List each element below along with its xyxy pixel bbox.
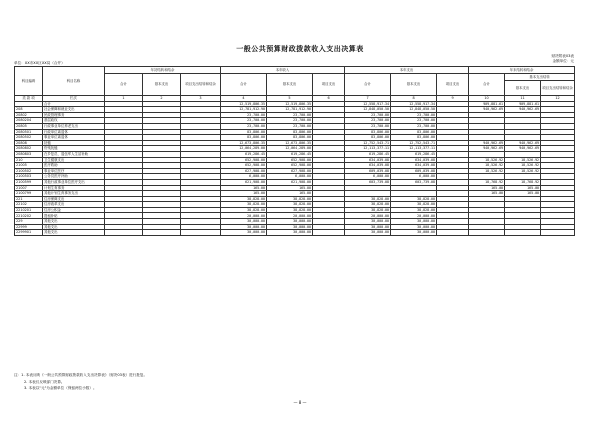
cell-amount: 6,000.00 bbox=[267, 174, 313, 180]
table-row bbox=[15, 230, 575, 236]
cell-amount bbox=[469, 230, 505, 236]
cell-name: 抚恤 bbox=[43, 140, 105, 146]
cell-amount: 165.00 bbox=[221, 185, 267, 191]
index-cell: 7 bbox=[345, 96, 391, 102]
header-income: 本年收入 bbox=[221, 67, 345, 74]
cell-amount: 38,828.00 bbox=[391, 207, 437, 213]
cell-amount: 38,828.00 bbox=[267, 202, 313, 208]
cell-amount bbox=[505, 230, 541, 236]
cell-amount: 18,526.92 bbox=[505, 157, 541, 163]
cell-amount bbox=[313, 230, 345, 236]
cell-amount: 23,700.00 bbox=[345, 112, 391, 118]
cell-amount: 38,828.00 bbox=[345, 202, 391, 208]
cell-amount bbox=[143, 230, 181, 236]
cell-amount: 621,908.00 bbox=[221, 179, 267, 185]
note-2: 2. 本表仅反映部门决算。 bbox=[24, 379, 65, 384]
index-cell: 4 bbox=[221, 96, 267, 102]
cell-amount: 18,526.92 bbox=[469, 168, 505, 174]
cell-amount: 165.00 bbox=[469, 191, 505, 197]
index-class-label: 类 款 项 bbox=[15, 96, 43, 102]
index-cell: 11 bbox=[505, 96, 541, 102]
header-opening-project: 项目支出结转和结余 bbox=[181, 74, 221, 96]
cell-amount: 30,000.00 bbox=[221, 219, 267, 225]
header-closing-basic-sub: 基本支出 bbox=[505, 81, 541, 96]
index-cell: 6 bbox=[313, 96, 345, 102]
cell-amount: 23,700.00 bbox=[221, 112, 267, 118]
notes bbox=[14, 372, 147, 392]
cell-amount: 12,064,289.00 bbox=[267, 146, 313, 152]
amount-unit: 金额单位：元 bbox=[552, 59, 574, 63]
header-closing: 年末结转和结余 bbox=[469, 67, 575, 74]
cell-amount: 603,739.08 bbox=[345, 179, 391, 185]
page-number: — 8 — bbox=[293, 400, 307, 405]
cell-amount: 6,000.00 bbox=[391, 174, 437, 180]
cell-name: 合计 bbox=[43, 101, 105, 107]
header-income-basic: 基本支出 bbox=[267, 74, 313, 96]
index-cell: 3 bbox=[181, 96, 221, 102]
cell-code: 210 bbox=[15, 157, 43, 163]
cell-amount: 652,908.00 bbox=[267, 157, 313, 163]
cell-code: 2100503 bbox=[15, 174, 43, 180]
cell-amount: 165.00 bbox=[505, 185, 541, 191]
index-cell: 8 bbox=[391, 96, 437, 102]
cell-name: 其他支出 bbox=[43, 224, 105, 230]
cell-amount: 12,558,917.34 bbox=[391, 101, 437, 107]
cell-code: 229 bbox=[15, 219, 43, 225]
cell-amount: 83,806.00 bbox=[267, 135, 313, 141]
cell-amount: 30,000.00 bbox=[267, 219, 313, 225]
cell-amount: 30,000.00 bbox=[221, 224, 267, 230]
cell-name: 公务员医疗补助 bbox=[43, 174, 105, 180]
cell-amount: 940,962.69 bbox=[505, 107, 541, 113]
cell-amount: 30,000.00 bbox=[391, 224, 437, 230]
cell-name: 行政单位离退休 bbox=[43, 129, 105, 135]
header-subject-code: 科目编码 bbox=[15, 67, 43, 96]
cell-name: 民政管理事务 bbox=[43, 112, 105, 118]
cell-amount: 12,673,806.35 bbox=[267, 140, 313, 146]
cell-amount: 619,286.45 bbox=[345, 151, 391, 157]
note-1: 注：1. 本表反映《一般公共预算财政拨款收入支出决算表》（财决03表）进行批复。 bbox=[14, 373, 148, 377]
cell-code: 22102 bbox=[15, 202, 43, 208]
cell-name: 住房改革支出 bbox=[43, 202, 105, 208]
cell-amount: 634,039.08 bbox=[345, 163, 391, 169]
cell-amount: 20,000.00 bbox=[267, 213, 313, 219]
cell-amount: 12,519,806.35 bbox=[267, 101, 313, 107]
note-3: 3. 本表以"元"为金额单位（保留两位小数）。 bbox=[24, 386, 97, 390]
header-income-project: 项目支出 bbox=[313, 74, 345, 96]
cell-code: 20802 bbox=[15, 112, 43, 118]
form-code: 财决附表03表 bbox=[551, 54, 574, 58]
cell-amount: 20,000.00 bbox=[345, 213, 391, 219]
cell-amount: 30,000.00 bbox=[267, 224, 313, 230]
cell-name: 卫生健康支出 bbox=[43, 157, 105, 163]
cell-amount: 12,848,050.50 bbox=[345, 107, 391, 113]
index-col-label: 栏次 bbox=[43, 96, 105, 102]
header-closing-project-sub: 项目支出结转和结余 bbox=[541, 81, 575, 96]
cell-amount: 18,526.92 bbox=[469, 157, 505, 163]
cell-name: 事业单位医疗 bbox=[43, 168, 105, 174]
cell-code: 22999 bbox=[15, 224, 43, 230]
cell-amount: 38,828.00 bbox=[391, 202, 437, 208]
cell-code: 2210202 bbox=[15, 213, 43, 219]
cell-amount: 609,039.08 bbox=[391, 168, 437, 174]
cell-name: 事业单位离退休 bbox=[43, 135, 105, 141]
cell-name: 住房公积金 bbox=[43, 207, 105, 213]
header-expense-basic: 基本支出 bbox=[391, 74, 437, 96]
cell-amount: 38,828.00 bbox=[267, 207, 313, 213]
cell-amount: 23,700.00 bbox=[391, 123, 437, 129]
cell-amount: 12,752,543.71 bbox=[345, 140, 391, 146]
cell-amount: 23,700.00 bbox=[267, 123, 313, 129]
cell-amount: 627,908.00 bbox=[221, 168, 267, 174]
cell-amount: 6,000.00 bbox=[221, 174, 267, 180]
index-cell: 9 bbox=[437, 96, 469, 102]
cell-name: 计划生育事务 bbox=[43, 185, 105, 191]
cell-amount: 603,739.08 bbox=[391, 179, 437, 185]
cell-code: 2299901 bbox=[15, 230, 43, 236]
cell-amount: 23,700.00 bbox=[345, 118, 391, 124]
cell-amount: 18,768.92 bbox=[469, 179, 505, 185]
cell-amount: 83,806.00 bbox=[345, 135, 391, 141]
cell-amount: 23,700.00 bbox=[267, 112, 313, 118]
cell-code: 21007 bbox=[15, 185, 43, 191]
cell-code: 2100599 bbox=[15, 179, 43, 185]
cell-amount: 652,908.00 bbox=[267, 163, 313, 169]
cell-amount: 18,526.92 bbox=[469, 163, 505, 169]
cell-code: 2100799 bbox=[15, 191, 43, 197]
cell-code: 20805 bbox=[15, 123, 43, 129]
cell-name: 其他支出 bbox=[43, 219, 105, 225]
cell-amount: 83,806.00 bbox=[391, 129, 437, 135]
cell-amount: 12,558,917.34 bbox=[345, 101, 391, 107]
cell-amount: 20,000.00 bbox=[391, 213, 437, 219]
cell-amount: 634,039.08 bbox=[391, 157, 437, 163]
cell-amount: 83,806.00 bbox=[221, 135, 267, 141]
header-expense: 本年支出 bbox=[345, 67, 469, 74]
index-cell: 5 bbox=[267, 96, 313, 102]
cell-amount: 12,519,806.35 bbox=[221, 101, 267, 107]
cell-amount: 12,064,289.00 bbox=[221, 146, 267, 152]
cell-amount: 23,700.00 bbox=[221, 118, 267, 124]
org-label: 单位：XX市XX区XX局（合并） bbox=[14, 61, 65, 65]
header-income-total: 合计 bbox=[221, 74, 267, 96]
cell-amount: 165.00 bbox=[505, 191, 541, 197]
cell-amount: 634,039.08 bbox=[345, 157, 391, 163]
header-opening-basic: 基本支出 bbox=[143, 74, 181, 96]
cell-amount: 619,286.45 bbox=[221, 151, 267, 157]
cell-amount: 38,828.00 bbox=[221, 196, 267, 202]
index-cell: 10 bbox=[469, 96, 505, 102]
cell-amount: 12,781,912.90 bbox=[267, 107, 313, 113]
cell-code: 2080803 bbox=[15, 151, 43, 157]
cell-amount: 30,000.00 bbox=[345, 224, 391, 230]
cell-amount: 23,700.00 bbox=[345, 123, 391, 129]
cell-amount: 38,828.00 bbox=[345, 196, 391, 202]
cell-amount: 38,828.00 bbox=[221, 202, 267, 208]
cell-amount bbox=[541, 230, 575, 236]
cell-amount: 12,848,050.50 bbox=[391, 107, 437, 113]
index-cell: 2 bbox=[143, 96, 181, 102]
cell-name: 提租补贴 bbox=[43, 213, 105, 219]
cell-amount: 38,828.00 bbox=[267, 196, 313, 202]
cell-amount: 12,752,543.71 bbox=[391, 140, 437, 146]
header-opening-total: 合计 bbox=[105, 74, 143, 96]
cell-amount: 83,806.00 bbox=[391, 135, 437, 141]
cell-amount: 38,828.00 bbox=[345, 207, 391, 213]
cell-amount: 83,806.00 bbox=[221, 129, 267, 135]
cell-amount: 23,700.00 bbox=[391, 112, 437, 118]
cell-amount: 940,962.69 bbox=[505, 140, 541, 146]
cell-amount: 30,000.00 bbox=[391, 230, 437, 236]
cell-name: 住房保障支出 bbox=[43, 196, 105, 202]
cell-amount: 38,828.00 bbox=[221, 207, 267, 213]
cell-amount: 38,828.00 bbox=[391, 196, 437, 202]
cell-amount: 6,000.00 bbox=[345, 174, 391, 180]
cell-code: 20808 bbox=[15, 140, 43, 146]
cell-name: 伤残抚恤 bbox=[43, 146, 105, 152]
cell-amount: 165.00 bbox=[221, 191, 267, 197]
cell-amount bbox=[105, 230, 143, 236]
cell-name: 其他行政事业单位医疗支出 bbox=[43, 179, 105, 185]
header-subject-name: 科目名称 bbox=[43, 67, 105, 96]
cell-amount bbox=[437, 230, 469, 236]
cell-amount: 165.00 bbox=[267, 185, 313, 191]
cell-amount: 165.00 bbox=[469, 185, 505, 191]
cell-amount: 30,000.00 bbox=[267, 230, 313, 236]
cell-amount: 12,113,377.11 bbox=[391, 146, 437, 152]
header-expense-total: 合计 bbox=[345, 74, 391, 96]
cell-code: 2210201 bbox=[15, 207, 43, 213]
cell-amount: 18,768.92 bbox=[505, 179, 541, 185]
cell-amount: 30,000.00 bbox=[345, 230, 391, 236]
cell-amount bbox=[181, 230, 221, 236]
cell-amount: 23,700.00 bbox=[221, 123, 267, 129]
index-cell: 12 bbox=[541, 96, 575, 102]
cell-name: 其他支出 bbox=[43, 230, 105, 236]
cell-amount: 652,908.00 bbox=[221, 157, 267, 163]
cell-name: 基层政权 bbox=[43, 118, 105, 124]
cell-amount: 940,962.69 bbox=[469, 146, 505, 152]
cell-name: 社会保障和就业支出 bbox=[43, 107, 105, 113]
cell-name: 在乡复员、退伍军人生活补助 bbox=[43, 151, 105, 157]
cell-name: 行政事业单位养老支出 bbox=[43, 123, 105, 129]
cell-amount: 20,000.00 bbox=[221, 213, 267, 219]
cell-code: 2080802 bbox=[15, 146, 43, 152]
cell-amount: 909,881.61 bbox=[469, 101, 505, 107]
cell-amount: 652,908.00 bbox=[221, 163, 267, 169]
cell-amount: 165.00 bbox=[267, 191, 313, 197]
cell-amount: 30,000.00 bbox=[391, 219, 437, 225]
cell-amount: 18,526.92 bbox=[505, 163, 541, 169]
budget-table bbox=[14, 66, 575, 236]
cell-code: 2100502 bbox=[15, 168, 43, 174]
cell-amount: 12,113,377.11 bbox=[345, 146, 391, 152]
cell-amount: 634,039.08 bbox=[391, 163, 437, 169]
index-cell: 1 bbox=[105, 96, 143, 102]
cell-code: 2080204 bbox=[15, 118, 43, 124]
cell-name: 其他计划生育事务支出 bbox=[43, 191, 105, 197]
cell-code: 2080501 bbox=[15, 129, 43, 135]
cell-amount: 940,962.69 bbox=[469, 140, 505, 146]
cell-amount: 12,673,806.35 bbox=[221, 140, 267, 146]
cell-code: 21005 bbox=[15, 163, 43, 169]
cell-code: 2080502 bbox=[15, 135, 43, 141]
cell-amount: 23,700.00 bbox=[267, 118, 313, 124]
cell-amount: 627,908.00 bbox=[267, 168, 313, 174]
cell-amount: 909,881.61 bbox=[505, 101, 541, 107]
cell-amount: 30,000.00 bbox=[221, 230, 267, 236]
cell-amount: 619,286.45 bbox=[267, 151, 313, 157]
header-closing-basic: 基本支出结转 bbox=[505, 74, 575, 81]
header-opening: 年初结转和结余 bbox=[105, 67, 221, 74]
header-closing-total: 合计 bbox=[469, 74, 505, 96]
cell-amount: 940,962.69 bbox=[505, 146, 541, 152]
cell-amount: 83,806.00 bbox=[267, 129, 313, 135]
cell-name: 医疗救助 bbox=[43, 163, 105, 169]
header-expense-project: 项目支出 bbox=[437, 74, 469, 96]
cell-amount: 23,700.00 bbox=[391, 118, 437, 124]
cell-amount: 609,039.08 bbox=[345, 168, 391, 174]
cell-amount: 83,806.00 bbox=[345, 129, 391, 135]
cell-amount: 621,908.00 bbox=[267, 179, 313, 185]
page-title: 一般公共预算财政拨款收入支出决算表 bbox=[236, 45, 364, 53]
cell-amount: 12,781,912.90 bbox=[221, 107, 267, 113]
cell-amount: 940,962.69 bbox=[469, 107, 505, 113]
cell-amount: 18,526.92 bbox=[505, 168, 541, 174]
cell-amount: 30,000.00 bbox=[345, 219, 391, 225]
cell-code: 208 bbox=[15, 107, 43, 113]
cell-amount: 619,286.45 bbox=[391, 151, 437, 157]
cell-code: 221 bbox=[15, 196, 43, 202]
